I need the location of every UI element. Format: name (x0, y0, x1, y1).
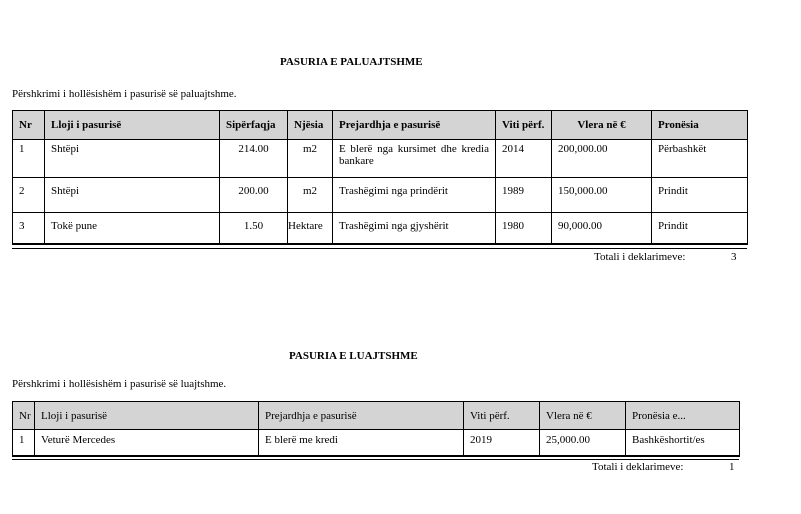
table-cell: 2019 (464, 430, 540, 457)
immovable-table (12, 110, 748, 245)
table-cell: 150,000.00 (552, 178, 652, 213)
column-header: Vlera në € (540, 402, 626, 430)
table-cell: 1980 (496, 213, 552, 245)
column-header: Nr (13, 111, 45, 140)
table-cell: Tokë pune (45, 213, 220, 245)
table-cell: 1.50 (220, 213, 288, 245)
table-cell: Prindit (652, 178, 748, 213)
total-label: Totali i deklarimeve: (594, 251, 686, 263)
movable-total (592, 461, 742, 475)
column-header: Lloji i pasurisë (45, 111, 220, 140)
immovable-title: PASURIA E PALUAJTSHME (280, 56, 423, 68)
column-header: Prejardhja e pasurisë (259, 402, 464, 430)
movable-title: PASURIA E LUAJTSHME (289, 350, 418, 362)
table-cell: 3 (13, 213, 45, 245)
table-cell: 2014 (496, 140, 552, 178)
table-cell: 25,000.00 (540, 430, 626, 457)
table-cell: Shtëpi (45, 178, 220, 213)
total-label: Totali i deklarimeve: (592, 461, 684, 473)
table-row (13, 140, 748, 178)
column-header: Vlera në € (552, 111, 652, 140)
table-cell: 200.00 (220, 178, 288, 213)
column-header: Pronësia e... (626, 402, 740, 430)
column-header: Njësia (288, 111, 333, 140)
table-bottom-border (12, 455, 739, 460)
table-cell: Trashëgimi nga gjyshërit (333, 213, 496, 245)
immovable-subtitle: Përshkrimi i hollësishëm i pasurisë së paluajtshme. (12, 88, 237, 100)
table-cell: E blerë me kredi (259, 430, 464, 457)
table-cell: m2 (288, 178, 333, 213)
table-cell: 1 (13, 430, 35, 457)
column-header: Prejardhja e pasurisë (333, 111, 496, 140)
total-value: 3 (731, 251, 737, 263)
table-row (13, 430, 740, 457)
table-row (13, 213, 748, 245)
table-header-row (13, 111, 748, 140)
column-header: Nr (13, 402, 35, 430)
table-bottom-border (12, 243, 747, 249)
column-header: Lloji i pasurisë (35, 402, 259, 430)
table-cell: 90,000.00 (552, 213, 652, 245)
table-cell: m2 (288, 140, 333, 178)
table-cell: E blerë nga kursimet dhe kredia bankare (333, 140, 496, 178)
column-header: Sipërfaqja (220, 111, 288, 140)
total-value: 1 (729, 461, 735, 473)
movable-subtitle: Përshkrimi i hollësishëm i pasurisë së luajtshme. (12, 378, 227, 390)
table-row (13, 178, 748, 213)
table-cell: Trashëgimi nga prindërit (333, 178, 496, 213)
table-cell: 1989 (496, 178, 552, 213)
table-cell: Bashkëshortit/es (626, 430, 740, 457)
table-cell: Veturë Mercedes (35, 430, 259, 457)
table-cell: 200,000.00 (552, 140, 652, 178)
table-cell: Hektare (288, 213, 333, 245)
table-cell: Shtëpi (45, 140, 220, 178)
movable-table (12, 401, 740, 457)
table-cell: Përbashkët (652, 140, 748, 178)
column-header: Viti përf. (464, 402, 540, 430)
table-cell: 1 (13, 140, 45, 178)
column-header: Viti përf. (496, 111, 552, 140)
table-cell: 214.00 (220, 140, 288, 178)
table-cell: Prindit (652, 213, 748, 245)
table-cell: 2 (13, 178, 45, 213)
immovable-total (594, 251, 744, 265)
table-header-row (13, 402, 740, 430)
column-header: Pronësia (652, 111, 748, 140)
